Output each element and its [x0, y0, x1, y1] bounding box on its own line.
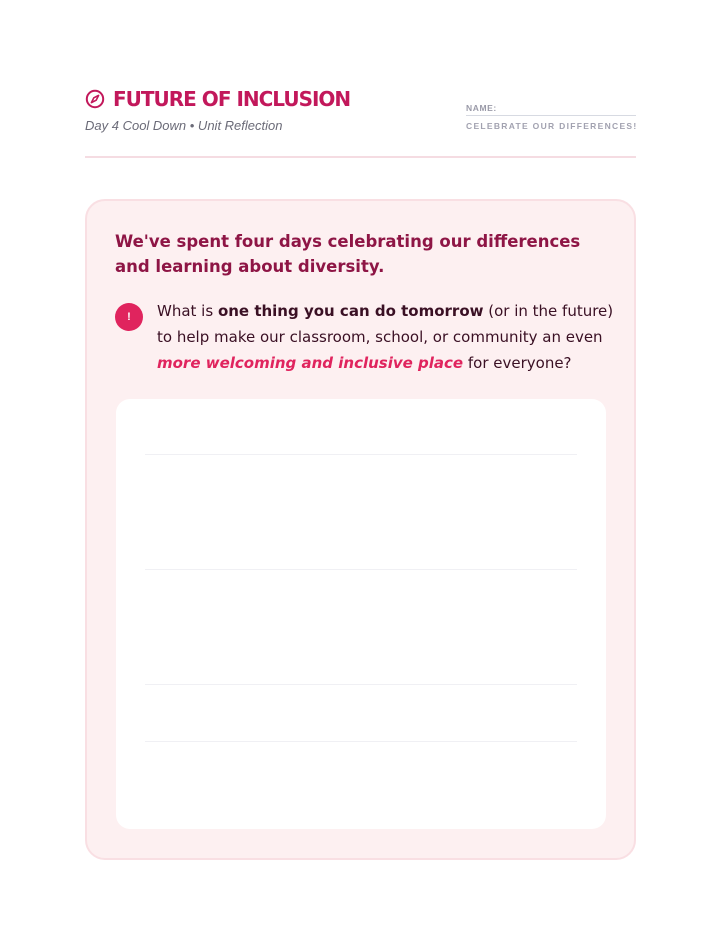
answer-line — [145, 569, 577, 570]
question-text-start: What is — [157, 302, 218, 320]
answer-line — [145, 684, 577, 685]
intro-text: We've spent four days celebrating our differences and learning about diversity. — [115, 232, 581, 276]
question-highlight: more welcoming and inclusive place — [157, 354, 464, 372]
page-title: FUTURE OF INCLUSION — [113, 87, 351, 111]
reflection-card — [85, 199, 636, 860]
title-row — [85, 86, 350, 112]
name-label: NAME: — [466, 103, 636, 116]
question-text-end: for everyone? — [463, 354, 572, 372]
page-header — [85, 86, 636, 156]
answer-line — [145, 741, 577, 742]
name-tagline: CELEBRATE OUR DIFFERENCES! — [466, 121, 638, 131]
header-divider — [85, 156, 636, 158]
name-field[interactable] — [466, 103, 636, 131]
page-subtitle: Day 4 Cool Down • Unit Reflection — [85, 118, 283, 133]
question-text-middle: (or in the future) to help make our classroom, school, or community an even — [157, 302, 614, 346]
compass-icon — [85, 89, 105, 109]
exclamation-icon: ! — [115, 303, 143, 331]
question-emphasis: one thing you can do tomorrow — [217, 302, 484, 320]
question-prompt — [157, 298, 617, 376]
answer-line — [145, 454, 577, 455]
answer-box[interactable] — [116, 399, 606, 829]
